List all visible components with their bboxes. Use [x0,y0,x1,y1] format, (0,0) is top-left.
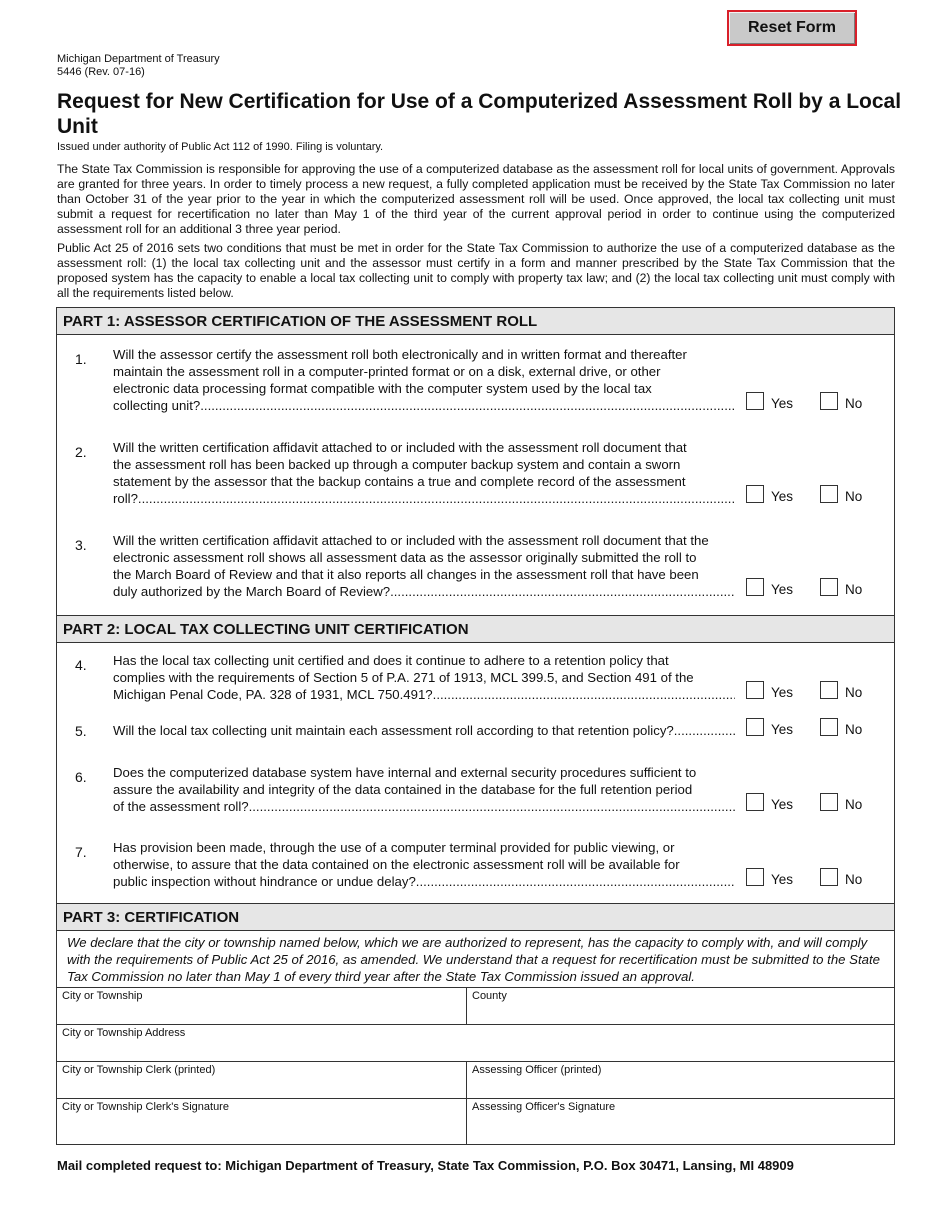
yes-label: Yes [771,489,794,504]
no-label: No [845,489,863,504]
no-label: No [845,797,863,812]
question-4 [57,652,894,704]
assessor-printed-field [466,1062,894,1099]
q4-yes-checkbox[interactable] [746,681,764,699]
certification-declaration: We declare that the city or township named below, which we are authorized to represent, has the capacity to comply with, and will comply with the requirements of Public Act 25 of 2016, as amended. We understand that a request for recertification must be submitted to the State Tax Commission no later than May 1 of every third year after the State Tax Commission issued an approval. [67,935,880,984]
leader-dots [138,490,735,507]
question-line: otherwise, to assure that the data contained on the electronic assessment roll will be available for [113,857,680,872]
question-number: 1. [75,351,87,367]
question-number: 7. [75,844,87,860]
question-number: 2. [75,444,87,460]
county-label: County [472,990,507,1002]
leader-dots [390,583,735,600]
assessor-printed-label: Assessing Officer (printed) [472,1064,602,1076]
form-revision: 5446 (Rev. 07-16) [57,66,145,78]
question-line: maintain the assessment roll in a computer-printed format or on a disk, external drive, or other [113,364,661,379]
field-row-4 [57,1098,894,1145]
clerk-signature-label: City or Township Clerk's Signature [62,1101,229,1113]
question-line-last: roll? ..... [113,490,735,507]
question-text [113,346,735,414]
question-line: the assessment roll has been backed up through a computer backup system and contain a sworn [113,457,681,472]
field-row-3 [57,1061,894,1099]
q1-no-checkbox[interactable] [820,392,838,410]
no-label: No [845,872,863,887]
question-3 [57,532,894,602]
clerk-printed-label: City or Township Clerk (printed) [62,1064,216,1076]
assessor-printed-input[interactable] [470,1079,891,1097]
question-line-last: collecting unit? ..... [113,397,735,414]
form-container [56,307,895,1145]
question-line: Has provision been made, through the use of a computer terminal provided for public viewing, or [113,840,675,855]
no-label: No [845,582,863,597]
leader-dots [249,798,735,815]
county-input[interactable] [470,1005,891,1023]
yes-label: Yes [771,582,794,597]
q7-yes-checkbox[interactable] [746,868,764,886]
intro-paragraph-1: The State Tax Commission is responsible for approving the use of a computerized database as the assessment roll for local units of government. Approvals are granted for three years. In order to timely process a new request, a fully completed application must be received by the State Tax Commission no later than October 31 of the year prior to the year in which the computerized assessment roll will be used. Once approved, the local tax collecting unit must submit a request for recertification no later than May 1 of the third year of the current approval period in order to continue using the computerized assessment roll for an additional 3 three year period. [57,162,895,236]
yes-label: Yes [771,685,794,700]
question-line: Has the local tax collecting unit certified and does it continue to adhere to a retention policy that [113,653,669,668]
city-township-input[interactable] [60,1005,463,1023]
address-label: City or Township Address [62,1027,186,1039]
q2-yes-checkbox[interactable] [746,485,764,503]
q3-yes-checkbox[interactable] [746,578,764,596]
assessor-signature-field [466,1099,894,1145]
q4-no-checkbox[interactable] [820,681,838,699]
question-7 [57,839,894,891]
clerk-printed-field [57,1062,466,1099]
question-line-last: duly authorized by the March Board of Review? ..... [113,583,735,600]
question-line: statement by the assessor that the backup contains a true and complete record of the assessment [113,474,686,489]
question-line-last: Will the local tax collecting unit maintain each assessment roll according to that retention policy? ..... [113,722,735,739]
question-text [113,652,735,703]
question-line: electronic data processing format compatible with the computer system used by the local tax [113,381,652,396]
county-field [466,988,894,1025]
q1-yes-checkbox[interactable] [746,392,764,410]
question-line: Does the computerized database system have internal and external security procedures sufficient to [113,765,697,780]
reset-form-button[interactable]: Reset Form [727,10,857,46]
question-line: assure the availability and integrity of the data contained in the database for the full retention period [113,782,693,797]
question-line: the March Board of Review and that it also reports all changes in the assessment roll that have been [113,567,699,582]
q7-no-checkbox[interactable] [820,868,838,886]
q5-yes-checkbox[interactable] [746,718,764,736]
clerk-printed-input[interactable] [60,1079,463,1097]
question-2 [57,439,894,509]
agency-name: Michigan Department of Treasury [57,53,220,65]
q3-no-checkbox[interactable] [820,578,838,596]
part3-header: PART 3: CERTIFICATION [57,903,894,931]
no-label: No [845,685,863,700]
yes-label: Yes [771,872,794,887]
field-row-2 [57,1024,894,1062]
assessor-signature-label: Assessing Officer's Signature [472,1101,616,1113]
question-text [113,722,735,739]
part2-header: PART 2: LOCAL TAX COLLECTING UNIT CERTIFICATION [57,615,894,643]
question-line: Will the written certification affidavit attached to or included with the assessment roll document that [113,440,687,455]
no-label: No [845,722,863,737]
leader-dots [416,873,735,890]
question-line: complies with the requirements of Section 5 of P.A. 271 of 1913, MCL 399.5, and Section 491 of the [113,670,694,685]
mailing-instructions: Mail completed request to: Michigan Department of Treasury, State Tax Commission, P.O. Box 30471, Lansing, MI 48909 [57,1158,794,1173]
clerk-signature-field [57,1099,466,1145]
yes-label: Yes [771,797,794,812]
address-input[interactable] [60,1042,891,1060]
form-title: Request for New Certification for Use of a Computerized Assessment Roll by a Local Unit [57,90,902,138]
q2-no-checkbox[interactable] [820,485,838,503]
question-line: electronic assessment roll shows all assessment data as the assessor originally submitted the roll to [113,550,697,565]
question-line: Will the written certification affidavit attached to or included with the assessment roll document that the [113,533,709,548]
question-number: 3. [75,537,87,553]
authority-note: Issued under authority of Public Act 112 of 1990. Filing is voluntary. [57,141,384,153]
yes-label: Yes [771,396,794,411]
leader-dots [433,686,735,703]
question-6 [57,764,894,816]
question-line: Will the assessor certify the assessment roll both electronically and in written format and thereafter [113,347,687,362]
question-text [113,532,735,600]
part1-header: PART 1: ASSESSOR CERTIFICATION OF THE ASSESSMENT ROLL [57,307,894,335]
yes-label: Yes [771,722,794,737]
question-line-last: Michigan Penal Code, PA. 328 of 1931, MCL 750.491? ..... [113,686,735,703]
agency-info [57,53,220,79]
question-text [113,439,735,507]
question-5 [57,722,894,742]
address-field [57,1025,894,1062]
city-township-field [57,988,466,1025]
intro-paragraph-2: Public Act 25 of 2016 sets two conditions that must be met in order for the State Tax Commission to authorize the use of a computerized database as the assessment roll: (1) the local tax collecting unit and the assessor must certify in a form and manner prescribed by the State Tax Commission that the proposed system has the capacity to enable a local tax collecting unit to comply with property tax law; and (2) the local tax collecting unit must comply with all the requirements listed below. [57,241,895,300]
question-number: 4. [75,657,87,673]
question-1 [57,346,894,416]
q6-yes-checkbox[interactable] [746,793,764,811]
city-township-label: City or Township [62,990,143,1002]
leader-dots [200,397,735,414]
question-text [113,839,735,890]
question-number: 5. [75,723,87,739]
question-line-last: of the assessment roll? ..... [113,798,735,815]
no-label: No [845,396,863,411]
question-text [113,764,735,815]
q5-no-checkbox[interactable] [820,718,838,736]
field-row-1 [57,987,894,1025]
question-number: 6. [75,769,87,785]
q6-no-checkbox[interactable] [820,793,838,811]
question-line-last: public inspection without hindrance or undue delay? ..... [113,873,735,890]
leader-dots [674,722,735,739]
